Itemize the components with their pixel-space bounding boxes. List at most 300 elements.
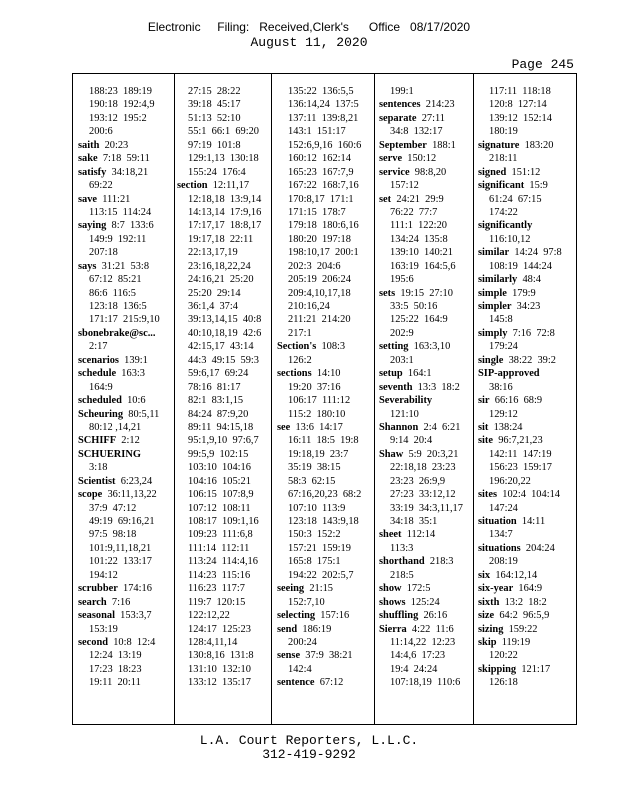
- index-term: section: [177, 180, 208, 192]
- index-entry: [78, 139, 171, 152]
- index-column: [78, 85, 171, 690]
- index-entry: [478, 327, 571, 340]
- index-entry: [379, 152, 472, 165]
- index-entry: [277, 609, 370, 622]
- page-line-refs: 134:24 135:8: [390, 233, 448, 245]
- page-line-refs: 208:19: [489, 556, 518, 568]
- index-continuation: [78, 555, 171, 568]
- page-line-refs: 23:16,18,22,24: [188, 260, 251, 272]
- index-entry: [478, 582, 571, 595]
- index-continuation: [379, 313, 472, 326]
- index-continuation: [277, 394, 370, 407]
- index-continuation: [379, 219, 472, 232]
- index-continuation: [277, 475, 370, 488]
- index-continuation: [478, 125, 571, 138]
- index-continuation: [379, 206, 472, 219]
- index-continuation: [379, 636, 472, 649]
- page-line-refs: 123:18 143:9,18: [288, 516, 359, 527]
- index-continuation: [277, 515, 370, 528]
- column-divider: [271, 74, 272, 724]
- page-line-refs: 34:18,21: [106, 166, 149, 178]
- index-continuation: [177, 528, 270, 541]
- page-line-refs: 151:12: [506, 166, 541, 178]
- page-line-refs: 139:1: [118, 354, 148, 366]
- index-entry: [379, 139, 472, 152]
- index-continuation: [277, 636, 370, 649]
- page-line-refs: 113:15 114:24: [89, 206, 152, 218]
- page-line-refs: 51:13 52:10: [188, 112, 241, 124]
- index-continuation: [78, 273, 171, 286]
- page-line-refs: 10:6: [121, 395, 146, 407]
- page-line-refs: 194:12: [89, 569, 118, 581]
- index-continuation: [177, 394, 270, 407]
- page-line-refs: 19:17,18 22:11: [188, 233, 254, 245]
- index-entry: [379, 448, 472, 461]
- index-continuation: [78, 502, 171, 515]
- index-entry: [277, 367, 370, 380]
- page-line-refs: 34:23: [511, 301, 541, 312]
- index-continuation: [277, 206, 370, 219]
- page-line-refs: 217:1: [288, 327, 312, 339]
- page-line-refs: 115:2 180:10: [288, 408, 346, 420]
- page-line-refs: 202:3 204:6: [288, 260, 341, 272]
- page-line-refs: 7:16 72:8: [507, 327, 555, 339]
- page-line-refs: 106:17 111:12: [288, 395, 351, 407]
- word-index-box: [72, 73, 577, 725]
- index-continuation: [379, 327, 472, 340]
- page-line-refs: 218:5: [390, 569, 414, 581]
- index-continuation: [379, 408, 472, 421]
- index-continuation: [78, 313, 171, 326]
- index-continuation: [277, 85, 370, 98]
- index-term: sections: [277, 368, 312, 380]
- index-continuation: [478, 676, 571, 689]
- index-continuation: [78, 287, 171, 300]
- page-line-refs: 7:16: [106, 596, 131, 608]
- index-term: sit: [478, 421, 489, 433]
- index-term: setup: [379, 368, 403, 380]
- index-continuation: [277, 287, 370, 300]
- index-term: single: [478, 354, 504, 366]
- index-continuation: [478, 528, 571, 541]
- index-continuation: [379, 179, 472, 192]
- page-line-refs: 36:1,4 37:4: [188, 301, 238, 312]
- index-entry: [478, 421, 571, 434]
- page-line-refs: 165:8 175:1: [288, 556, 341, 568]
- page-line-refs: 67:12: [314, 677, 344, 689]
- page-line-refs: 64:2 96:5,9: [494, 610, 550, 622]
- index-term: Shannon: [379, 421, 419, 433]
- page-line-refs: 97:5 98:18: [89, 529, 137, 541]
- page-number: Page 245: [511, 57, 574, 72]
- page-line-refs: 49:19 69:16,21: [89, 516, 155, 527]
- index-continuation: [78, 233, 171, 246]
- index-continuation: [379, 300, 472, 313]
- index-continuation: [277, 193, 370, 206]
- index-term: send: [277, 623, 298, 635]
- index-term: September: [379, 139, 427, 151]
- index-continuation: [277, 354, 370, 367]
- page-line-refs: 125:24: [405, 596, 440, 608]
- page-line-refs: 164:12,14: [490, 569, 538, 581]
- page-line-refs: 66:16 68:9: [489, 395, 543, 407]
- page-line-refs: 142:11 147:19: [489, 448, 552, 460]
- page-line-refs: 35:19 38:15: [288, 462, 341, 474]
- index-continuation: [177, 327, 270, 340]
- index-continuation: [78, 340, 171, 353]
- page-line-refs: 193:12 195:2: [89, 112, 147, 124]
- page-line-refs: 13:2 18:2: [499, 596, 547, 608]
- index-continuation: [177, 313, 270, 326]
- index-continuation: [478, 152, 571, 165]
- index-continuation: [177, 246, 270, 259]
- index-continuation: [78, 649, 171, 662]
- page-line-refs: 78:16 81:17: [188, 381, 241, 393]
- page-line-refs: 139:12 152:14: [489, 112, 552, 124]
- index-continuation: [379, 354, 472, 367]
- page-line-refs: 14:13,14 17:9,16: [188, 206, 262, 218]
- index-continuation: [177, 676, 270, 689]
- index-continuation: [177, 609, 270, 622]
- index-entry: [78, 219, 171, 232]
- page-line-refs: 171:17 215:9,10: [89, 314, 160, 326]
- page-line-refs: 44:3 49:15 59:3: [188, 354, 260, 366]
- page-line-refs: 179:24: [489, 341, 518, 353]
- index-entry: [478, 488, 571, 501]
- index-entry: [478, 542, 571, 555]
- index-term: Severability: [379, 395, 433, 407]
- page-line-refs: 183:20: [519, 139, 554, 151]
- page-line-refs: 14:10: [311, 368, 341, 380]
- index-continuation: [177, 488, 270, 501]
- page-line-refs: 106:15 107:8,9: [188, 489, 254, 501]
- index-continuation: [277, 273, 370, 286]
- index-continuation: [78, 676, 171, 689]
- index-term: sentence: [277, 677, 315, 689]
- page-line-refs: 159:22: [503, 623, 538, 635]
- page-line-refs: 33:19 34:3,11,17: [390, 502, 463, 514]
- index-continuation: [379, 649, 472, 662]
- page-line-refs: 164:9: [513, 583, 543, 595]
- index-continuation: [379, 663, 472, 676]
- page-line-refs: 114:23 115:16: [188, 569, 251, 581]
- page-line-refs: 104:16 105:21: [188, 475, 251, 487]
- index-continuation: [177, 421, 270, 434]
- page-line-refs: 129:12: [489, 408, 518, 420]
- page-line-refs: 38:22 39:2: [503, 354, 556, 366]
- page-line-refs: 113:24 114:4,16: [188, 556, 258, 568]
- index-entry: [478, 636, 571, 649]
- index-term: skipping: [478, 663, 517, 675]
- index-entry: [78, 408, 171, 421]
- index-term: sheet: [379, 529, 402, 541]
- index-continuation: [478, 98, 571, 111]
- page-line-refs: 61:24 67:15: [489, 193, 542, 205]
- index-term: separate: [379, 112, 417, 124]
- page-line-refs: 163:19 164:5,6: [390, 260, 456, 272]
- page-line-refs: 33:5 50:16: [390, 301, 438, 312]
- index-entry: [379, 287, 472, 300]
- page-line-refs: 179:9: [506, 287, 536, 299]
- page-line-refs: 153:19: [89, 623, 118, 635]
- index-continuation: [478, 408, 571, 421]
- index-entry: [277, 421, 370, 434]
- page-line-refs: 203:1: [390, 354, 414, 366]
- index-continuation: [277, 663, 370, 676]
- index-continuation: [478, 448, 571, 461]
- page-line-refs: 23:23 26:9,9: [390, 475, 446, 487]
- page-line-refs: 108:3: [316, 341, 346, 353]
- index-continuation: [277, 461, 370, 474]
- index-continuation: [379, 569, 472, 582]
- index-continuation: [177, 139, 270, 152]
- index-continuation: [177, 502, 270, 515]
- transcript-date: August 11, 2020: [250, 35, 368, 50]
- page-line-refs: 26:16: [418, 610, 448, 622]
- index-continuation: [277, 313, 370, 326]
- page-line-refs: 6:23,24: [115, 475, 153, 487]
- page-line-refs: 40:10,18,19 42:6: [188, 327, 262, 339]
- index-continuation: [478, 340, 571, 353]
- index-entry: [78, 354, 171, 367]
- index-continuation: [478, 461, 571, 474]
- index-continuation: [177, 206, 270, 219]
- index-entry: [379, 623, 472, 636]
- index-continuation: [478, 112, 571, 125]
- page-line-refs: 108:17 109:1,16: [188, 516, 259, 527]
- page-line-refs: 179:18 180:6,16: [288, 220, 359, 232]
- index-entry: [478, 596, 571, 609]
- index-continuation: [177, 354, 270, 367]
- page-line-refs: 24:16,21 25:20: [188, 274, 254, 286]
- filing-stamp: Electronic Filing: Received,Clerk's Office 08/17/2020: [147, 20, 471, 34]
- index-continuation: [277, 139, 370, 152]
- index-continuation: [177, 582, 270, 595]
- index-term: saying: [78, 220, 107, 232]
- index-term: shuffling: [379, 610, 419, 622]
- page-line-refs: 31:21 53:8: [96, 260, 150, 272]
- index-continuation: [177, 569, 270, 582]
- page-line-refs: 76:22 77:7: [390, 206, 438, 218]
- index-entry: [379, 555, 472, 568]
- index-column: [379, 85, 472, 690]
- page-line-refs: 21:15: [304, 583, 334, 595]
- index-continuation: [277, 569, 370, 582]
- page-line-refs: 15:9: [524, 180, 548, 192]
- page-line-refs: 153:3,7: [114, 610, 152, 622]
- page-line-refs: 24:21 29:9: [391, 193, 444, 205]
- index-entry: [78, 582, 171, 595]
- page-line-refs: 160:12 162:14: [288, 153, 351, 165]
- page-line-refs: 27:23 33:12,12: [390, 489, 456, 501]
- index-continuation: [277, 528, 370, 541]
- page-line-refs: 27:15 28:22: [188, 86, 241, 97]
- index-entry: [78, 475, 171, 488]
- index-entry: [379, 340, 472, 353]
- index-entry: [478, 515, 571, 528]
- index-continuation: [177, 663, 270, 676]
- index-entry: [379, 609, 472, 622]
- index-term: Scientist: [78, 475, 116, 487]
- index-term: Shaw: [379, 448, 404, 460]
- page-line-refs: 9:14 20:4: [390, 435, 433, 447]
- index-entry: [478, 273, 571, 286]
- page-line-refs: 171:15 178:7: [288, 206, 346, 218]
- page-line-refs: 138:24: [488, 421, 523, 433]
- page-line-refs: 59:6,17 69:24: [188, 368, 249, 380]
- index-term: Scheuring: [78, 408, 124, 420]
- index-continuation: [478, 381, 571, 394]
- index-continuation: [277, 246, 370, 259]
- column-divider: [473, 74, 474, 724]
- index-term: similar: [478, 247, 510, 259]
- index-entry: [78, 394, 171, 407]
- page-line-refs: 136:14,24 137:5: [288, 99, 359, 111]
- page-line-refs: 109:23 111:6,8: [188, 529, 253, 541]
- page-line-refs: 107:18,19 110:6: [390, 677, 461, 689]
- page-line-refs: 163:3: [116, 368, 145, 380]
- page-line-refs: 218:3: [424, 556, 454, 568]
- page-line-refs: 152:7,10: [288, 596, 325, 608]
- index-continuation: [277, 125, 370, 138]
- index-term: sizing: [478, 623, 504, 635]
- page-line-refs: 16:11 18:5 19:8: [288, 435, 359, 447]
- index-entry: [379, 421, 472, 434]
- reporter-phone: 312-419-9292: [262, 747, 356, 762]
- page-line-refs: 126:18: [489, 677, 518, 689]
- index-term: set: [379, 193, 392, 205]
- index-continuation: [277, 166, 370, 179]
- index-continuation: [177, 85, 270, 98]
- index-entry: [478, 394, 571, 407]
- page-line-refs: 211:21 214:20: [288, 314, 351, 326]
- page-line-refs: 207:18: [89, 247, 118, 259]
- index-entry: [78, 609, 171, 622]
- page-line-refs: 116:23 117:7: [188, 583, 245, 595]
- page-line-refs: 188:1: [426, 139, 456, 151]
- page-line-refs: 25:20 29:14: [188, 287, 241, 299]
- index-term: scenarios: [78, 354, 119, 366]
- index-continuation: [379, 246, 472, 259]
- index-continuation: [277, 596, 370, 609]
- page-line-refs: 19:4 24:24: [390, 663, 438, 675]
- page-line-refs: 180:19: [489, 126, 518, 138]
- index-entry: [478, 219, 571, 232]
- page-line-refs: 174:22: [489, 206, 518, 218]
- index-continuation: [379, 273, 472, 286]
- index-continuation: [478, 85, 571, 98]
- index-term: sense: [277, 650, 301, 662]
- index-entry: [78, 636, 171, 649]
- index-continuation: [177, 596, 270, 609]
- index-term: situations: [478, 542, 521, 554]
- index-term: sentences: [379, 99, 421, 111]
- column-divider: [174, 74, 175, 724]
- index-continuation: [277, 555, 370, 568]
- index-term: simply: [478, 327, 508, 339]
- index-entry: [78, 367, 171, 380]
- page-line-refs: 36:11,13,22: [102, 489, 157, 501]
- index-continuation: [177, 260, 270, 273]
- index-continuation: [478, 649, 571, 662]
- page-line-refs: 11:14,22 12:23: [390, 636, 456, 648]
- page-line-refs: 199:1: [390, 86, 414, 97]
- index-continuation: [478, 233, 571, 246]
- page-line-refs: 14:11: [516, 516, 546, 527]
- index-continuation: [78, 623, 171, 636]
- index-continuation: [177, 233, 270, 246]
- index-continuation: [379, 542, 472, 555]
- page-line-refs: 119:7 120:15: [188, 596, 246, 608]
- page-line-refs: 186:19: [297, 623, 332, 635]
- page-line-refs: 137:11 139:8,21: [288, 112, 359, 124]
- page-line-refs: 194:22 202:5,7: [288, 569, 354, 581]
- index-continuation: [379, 502, 472, 515]
- index-term: see: [277, 421, 291, 433]
- page-line-refs: 119:19: [496, 636, 531, 648]
- index-entry: [478, 434, 571, 447]
- index-entry: [478, 623, 571, 636]
- index-entry: [478, 300, 571, 313]
- page-line-refs: 13:3 18:2: [412, 381, 460, 393]
- page-line-refs: 164:9: [89, 381, 113, 393]
- page-line-refs: 98:8,20: [409, 166, 447, 178]
- page-line-refs: 164:1: [402, 368, 432, 380]
- page-line-refs: 19:11 20:11: [89, 677, 141, 689]
- index-continuation: [478, 475, 571, 488]
- index-continuation: [379, 85, 472, 98]
- page-line-refs: 205:19 206:24: [288, 274, 351, 286]
- page-line-refs: 34:18 35:1: [390, 516, 438, 527]
- index-entry: [78, 193, 171, 206]
- page-line-refs: 38:16: [489, 381, 513, 393]
- index-continuation: [277, 448, 370, 461]
- page-line-refs: 155:24 176:4: [188, 166, 246, 178]
- index-continuation: [78, 421, 171, 434]
- page-line-refs: 102:4 104:14: [497, 489, 560, 501]
- index-term: second: [78, 636, 109, 648]
- index-term: sixth: [478, 596, 500, 608]
- column-divider: [374, 74, 375, 724]
- index-continuation: [177, 448, 270, 461]
- index-term: show: [379, 583, 402, 595]
- index-term: satisfy: [78, 166, 107, 178]
- index-term: seasonal: [78, 610, 115, 622]
- page-line-refs: 12:11,17: [207, 180, 250, 192]
- page-line-refs: 86:6 116:5: [89, 287, 136, 299]
- page-line-refs: 17:23 18:23: [89, 663, 142, 675]
- index-continuation: [177, 193, 270, 206]
- index-term: SIP-approved: [478, 368, 540, 380]
- index-entry: [277, 623, 370, 636]
- page-line-refs: 20:23: [99, 139, 129, 151]
- page-line-refs: 107:10 113:9: [288, 502, 346, 514]
- index-entry: [478, 609, 571, 622]
- page-line-refs: 139:10 140:21: [390, 247, 453, 259]
- page-line-refs: 22:13,17,19: [188, 247, 238, 259]
- page-line-refs: 204:24: [520, 542, 555, 554]
- page-line-refs: 101:9,11,18,21: [89, 542, 152, 554]
- index-continuation: [478, 313, 571, 326]
- page-line-refs: 67:12 85:21: [89, 274, 142, 286]
- page-line-refs: 112:14: [401, 529, 436, 541]
- index-entry: [78, 152, 171, 165]
- index-continuation: [478, 206, 571, 219]
- page-line-refs: 39:18 45:17: [188, 99, 241, 111]
- index-entry: [78, 488, 171, 501]
- index-continuation: [177, 112, 270, 125]
- index-continuation: [478, 260, 571, 273]
